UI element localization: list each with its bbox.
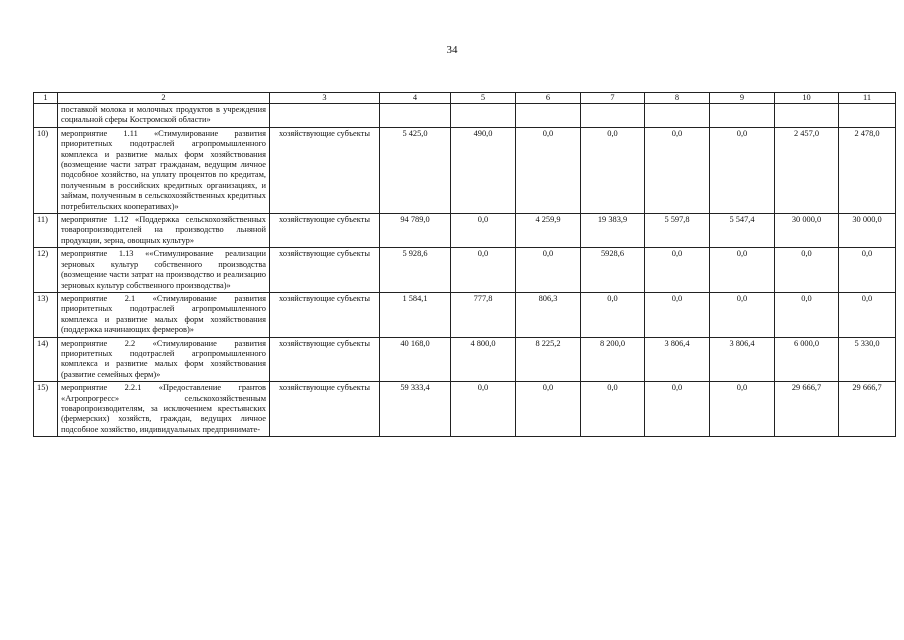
table-row — [34, 292, 896, 337]
row-number: 13) — [34, 292, 58, 337]
value-cell-col-6: 806,3 — [516, 292, 581, 337]
value-cell-col-4: 5 928,6 — [380, 248, 451, 293]
value-cell-col-9 — [710, 104, 775, 128]
value-cell-col-7: 8 200,0 — [581, 337, 645, 382]
value-cell-col-4: 59 333,4 — [380, 382, 451, 437]
row-number — [34, 104, 58, 128]
value-cell-col-5 — [451, 104, 516, 128]
executor-cell: хозяйствующие субъекты — [270, 292, 380, 337]
column-header-6: 6 — [516, 93, 581, 104]
table-row — [34, 337, 896, 382]
value-cell-col-11: 0,0 — [839, 292, 896, 337]
measure-description: мероприятие 1.12 «Поддержка сельскохозяйственных товаропроизводителей на производство льняной продукции, зерна, овощных культур» — [58, 214, 270, 248]
value-cell-col-8: 0,0 — [645, 127, 710, 213]
measure-description: поставкой молока и молочных продуктов в учреждения социальной сферы Костромской области» — [58, 104, 270, 128]
value-cell-col-5: 4 800,0 — [451, 337, 516, 382]
value-cell-col-11: 29 666,7 — [839, 382, 896, 437]
value-cell-col-6: 0,0 — [516, 382, 581, 437]
value-cell-col-9: 5 547,4 — [710, 214, 775, 248]
value-cell-col-4: 94 789,0 — [380, 214, 451, 248]
value-cell-col-10 — [775, 104, 839, 128]
value-cell-col-5: 0,0 — [451, 214, 516, 248]
executor-cell: хозяйствующие субъекты — [270, 337, 380, 382]
value-cell-col-8: 5 597,8 — [645, 214, 710, 248]
value-cell-col-10: 30 000,0 — [775, 214, 839, 248]
value-cell-col-9: 0,0 — [710, 292, 775, 337]
executor-cell: хозяйствующие субъекты — [270, 214, 380, 248]
value-cell-col-4: 1 584,1 — [380, 292, 451, 337]
table-row — [34, 127, 896, 213]
executor-cell: хозяйствующие субъекты — [270, 127, 380, 213]
table-body — [34, 104, 896, 437]
value-cell-col-5: 0,0 — [451, 382, 516, 437]
column-header-3: 3 — [270, 93, 380, 104]
measure-description: мероприятие 2.1 «Стимулирование развития приоритетных подотраслей агропромышленного комплекса и развитие малых форм хозяйствования (поддержка начинающих фермеров)» — [58, 292, 270, 337]
value-cell-col-5: 0,0 — [451, 248, 516, 293]
value-cell-col-6: 4 259,9 — [516, 214, 581, 248]
column-header-10: 10 — [775, 93, 839, 104]
value-cell-col-6: 0,0 — [516, 248, 581, 293]
value-cell-col-11: 30 000,0 — [839, 214, 896, 248]
value-cell-col-9: 0,0 — [710, 382, 775, 437]
value-cell-col-11 — [839, 104, 896, 128]
table-row — [34, 104, 896, 128]
budget-table — [33, 92, 896, 437]
measure-description: мероприятие 1.13 ««Стимулирование реализации зерновых культур собственного производства (возмещение части затрат на производство и реализацию зерновых культур собственного производства)» — [58, 248, 270, 293]
value-cell-col-7: 0,0 — [581, 127, 645, 213]
value-cell-col-10: 0,0 — [775, 292, 839, 337]
table-row — [34, 382, 896, 437]
row-number: 15) — [34, 382, 58, 437]
value-cell-col-10: 29 666,7 — [775, 382, 839, 437]
executor-cell: хозяйствующие субъекты — [270, 248, 380, 293]
column-header-7: 7 — [581, 93, 645, 104]
executor-cell — [270, 104, 380, 128]
table-row — [34, 248, 896, 293]
table-header — [34, 93, 896, 104]
row-number: 12) — [34, 248, 58, 293]
row-number: 10) — [34, 127, 58, 213]
value-cell-col-10: 2 457,0 — [775, 127, 839, 213]
page-number: 34 — [446, 44, 458, 56]
value-cell-col-7 — [581, 104, 645, 128]
value-cell-col-4: 40 168,0 — [380, 337, 451, 382]
measure-description: мероприятие 2.2.1 «Предоставление грантов «Агропрогресс» сельскохозяйственным товаропроизводителям, за исключением крестьянских (фермерских) хозяйств, граждан, ведущих личное подсобное хозяйство, индивидуальных предпринимате- — [58, 382, 270, 437]
row-number: 11) — [34, 214, 58, 248]
measure-description: мероприятие 1.11 «Стимулирование развития приоритетных подотраслей агропромышленного комплекса и развитие малых форм хозяйствования (возмещение части затрат гражданам, ведущим личное подсобное хозяйство, на уплату процентов по кредитам, полученным в российских кредитных организациях, и займам, полученным в сельскохозяйственных кредитных потребительских кооперативах)» — [58, 127, 270, 213]
value-cell-col-8 — [645, 104, 710, 128]
value-cell-col-11: 2 478,0 — [839, 127, 896, 213]
measure-description: мероприятие 2.2 «Стимулирование развития приоритетных подотраслей агропромышленного комплекса и развитие малых форм хозяйствования (развитие семейных ферм)» — [58, 337, 270, 382]
value-cell-col-6: 8 225,2 — [516, 337, 581, 382]
column-header-9: 9 — [710, 93, 775, 104]
column-header-4: 4 — [380, 93, 451, 104]
value-cell-col-10: 0,0 — [775, 248, 839, 293]
header-row — [34, 93, 896, 104]
value-cell-col-6: 0,0 — [516, 127, 581, 213]
value-cell-col-4 — [380, 104, 451, 128]
column-header-8: 8 — [645, 93, 710, 104]
value-cell-col-6 — [516, 104, 581, 128]
value-cell-col-8: 0,0 — [645, 382, 710, 437]
column-header-11: 11 — [839, 93, 896, 104]
column-header-5: 5 — [451, 93, 516, 104]
column-header-2: 2 — [58, 93, 270, 104]
value-cell-col-7: 0,0 — [581, 382, 645, 437]
value-cell-col-8: 0,0 — [645, 248, 710, 293]
value-cell-col-5: 490,0 — [451, 127, 516, 213]
value-cell-col-9: 0,0 — [710, 127, 775, 213]
executor-cell: хозяйствующие субъекты — [270, 382, 380, 437]
value-cell-col-4: 5 425,0 — [380, 127, 451, 213]
value-cell-col-8: 3 806,4 — [645, 337, 710, 382]
value-cell-col-7: 0,0 — [581, 292, 645, 337]
row-number: 14) — [34, 337, 58, 382]
table-row — [34, 214, 896, 248]
value-cell-col-9: 0,0 — [710, 248, 775, 293]
value-cell-col-11: 5 330,0 — [839, 337, 896, 382]
column-header-1: 1 — [34, 93, 58, 104]
value-cell-col-8: 0,0 — [645, 292, 710, 337]
value-cell-col-10: 6 000,0 — [775, 337, 839, 382]
value-cell-col-5: 777,8 — [451, 292, 516, 337]
value-cell-col-7: 5928,6 — [581, 248, 645, 293]
value-cell-col-7: 19 383,9 — [581, 214, 645, 248]
value-cell-col-9: 3 806,4 — [710, 337, 775, 382]
value-cell-col-11: 0,0 — [839, 248, 896, 293]
